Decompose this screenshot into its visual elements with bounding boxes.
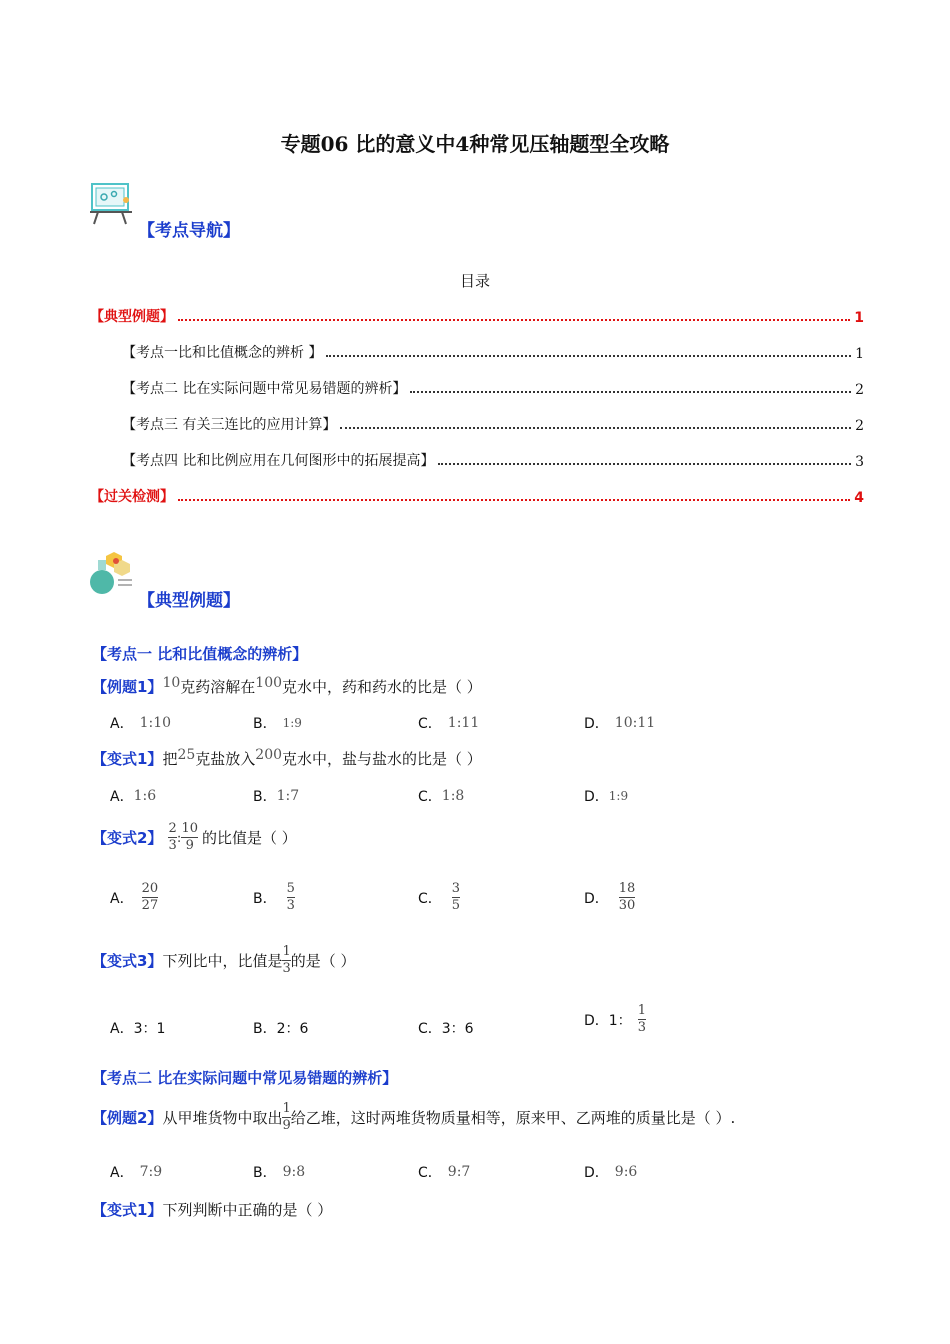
kp1-heading: 【考点一 比和比值概念的辨析】 — [92, 645, 308, 663]
question-example-1: 【例题1】 10 克药溶解在 100 克水中，药和药水的比是（ ） — [92, 674, 482, 696]
option-a[interactable]: A．3：1 — [110, 1021, 166, 1037]
option-b[interactable]: B． 1:9 — [253, 716, 302, 732]
option-c[interactable]: C． 1:11 — [418, 715, 480, 732]
page-title: 专题06 比的意义中4种常见压轴题型全攻略 — [280, 132, 670, 156]
presentation-board-icon — [88, 180, 134, 226]
nav-heading: 【考点导航】 — [138, 221, 240, 241]
question-example-2: 【例题2】 从甲堆货物中取出 $\frac{1}{9}$ 给乙堆，这时两堆货物质量相等，原来甲、乙两堆的质量比是（ ）. — [92, 1101, 736, 1133]
option-d[interactable]: D． 9:6 — [584, 1164, 638, 1181]
kp2-heading: 【考点二 比在实际问题中常见易错题的辨析】 — [92, 1069, 398, 1087]
option-b[interactable]: B． 1:7 — [253, 788, 300, 805]
question-variant-3: 【变式3】 下列比中，比值是 $\frac{1}{3}$ 的是（ ） — [92, 944, 356, 976]
toc-row-check[interactable]: 【过关检测】 4 — [90, 489, 864, 506]
examples-heading: 【典型例题】 — [138, 591, 240, 611]
option-b[interactable]: B． $\frac{5}{3}$ — [253, 881, 295, 913]
option-c[interactable]: C．3：6 — [418, 1021, 474, 1037]
toc-row-kp4[interactable]: 【考点四 比和比例应用在几何图形中的拓展提高】 3 — [122, 453, 864, 470]
toc-title: 目录 — [459, 272, 490, 290]
option-d[interactable]: D． 1:9 — [584, 789, 629, 805]
toc-row-kp2[interactable]: 【考点二 比在实际问题中常见易错题的辨析】 2 — [122, 381, 864, 398]
toc-row-examples[interactable]: 【典型例题】 1 — [90, 309, 864, 326]
question-variant-2: 【变式2】 $\frac{2}{3}$ : $\frac{10}{9}$ 的比值是（ ） — [92, 821, 297, 853]
question-variant-1b: 【变式1】 下列判断中正确的是（ ） — [92, 1201, 333, 1219]
option-a[interactable]: A． 7:9 — [110, 1164, 163, 1181]
toc-row-kp1[interactable]: 【考点一比和比值概念的辨析 】 1 — [122, 345, 864, 362]
question-variant-1: 【变式1】 把 25 克盐放入 200 克水中，盐与盐水的比是（ ） — [92, 746, 482, 768]
option-d[interactable]: D． 10:11 — [584, 715, 656, 732]
option-c[interactable]: C． $\frac{3}{5}$ — [418, 881, 461, 913]
option-d[interactable]: D． $\frac{18}{30}$ — [584, 881, 636, 913]
option-a[interactable]: A． 1:6 — [110, 788, 157, 805]
option-c[interactable]: C． 1:8 — [418, 788, 465, 805]
option-b[interactable]: B． 9:8 — [253, 1164, 306, 1181]
option-a[interactable]: A． 1:10 — [110, 715, 172, 732]
option-b[interactable]: B．2：6 — [253, 1021, 309, 1037]
option-d[interactable]: D．1： $\frac{1}{3}$ — [584, 1003, 646, 1035]
toc-row-kp3[interactable]: 【考点三 有关三连比的应用计算】 2 — [122, 417, 864, 434]
flask-icon — [88, 550, 134, 596]
option-c[interactable]: C． 9:7 — [418, 1164, 471, 1181]
option-a[interactable]: A． $\frac{20}{27}$ — [110, 881, 159, 913]
